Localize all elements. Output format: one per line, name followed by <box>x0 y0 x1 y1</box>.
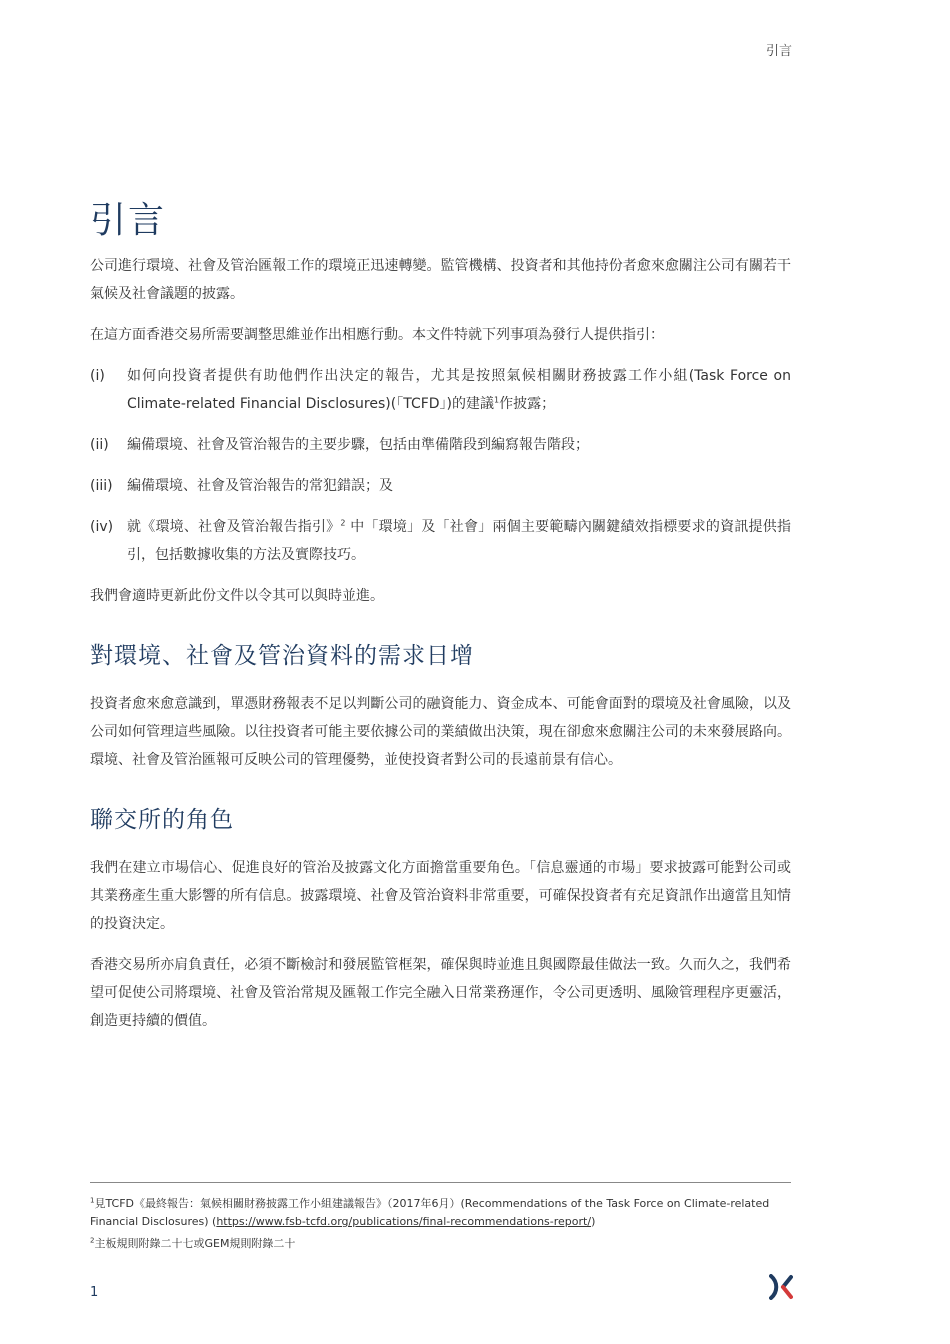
intro-paragraph-2: 在這方面香港交易所需要調整思維並作出相應行動。本文件特就下列事項為發行人提供指引： <box>90 327 664 343</box>
section1-paragraph-1: 投資者愈來愈意識到，單憑財務報表不足以判斷公司的融資能力、資金成本、可能會面對的環境及社會風險，以及公司如何管理這些風險。以往投資者可能主要依據公司的業績做出決策，現在卻愈來愈關注公司的未來發展路向。環境、社會及管治匯報可反映公司的管理優勢，並使投資者對公司的長遠前景有信心。 <box>90 696 791 768</box>
footnote-ref-1[interactable]: 1 <box>494 395 500 405</box>
logo-stroke-right-bottom <box>783 1287 791 1297</box>
hkex-logo-icon <box>769 1274 793 1300</box>
section2-paragraph-2: 香港交易所亦肩負責任，必須不斷檢討和發展監管框架，確保與時並進且與國際最佳做法一致。久而久之，我們希望可促使公司將環境、社會及管治常規及匯報工作完全融入日常業務運作，令公司更透明、風險管理程序更靈活，創造更持續的價值。 <box>90 957 791 1029</box>
footnote-2: $^2$主板規則附錄二十七或GEM規則附錄二十 <box>90 1236 296 1250</box>
footnote-1: $^1$見TCFD《最終報告：氣候相關財務披露工作小組建議報告》（2017年6月）(Recommendations of the Task Force on Climate-related Financial Disclosures) (https://www.fsb-tcfd.org/publications/final-recommendations-report/) <box>90 1196 770 1228</box>
intro-paragraph-3: 我們會適時更新此份文件以令其可以與時並進。 <box>90 588 384 604</box>
list-text: 就《環境、社會及管治報告指引》$^2$ 中「環境」及「社會」兩個主要範疇內關鍵績效指標要求的資訊提供指引，包括數據收集的方法及實際技巧。 <box>127 518 792 563</box>
page-title: 引言 <box>90 200 167 241</box>
footnote-1-link[interactable]: https://www.fsb-tcfd.org/publications/final-recommendations-report/ <box>216 1215 592 1228</box>
footnotes <box>90 1195 791 1257</box>
list-text: 編備環境、社會及管治報告的主要步驟，包括由準備階段到編寫報告階段； <box>127 437 589 453</box>
list-number: (iv) <box>90 519 114 535</box>
list-text: 如何向投資者提供有助他們作出決定的報告，尤其是按照氣候相關財務披露工作小組(Task Force on Climate-related Financial Disclosures)(「TCFD」)的建議$^1$作披露； <box>127 368 791 412</box>
list-item-1 <box>90 362 791 418</box>
list-item-3 <box>90 472 791 500</box>
list-item-4 <box>90 513 791 569</box>
section-heading-demand: 對環境、社會及管治資料的需求日增 <box>90 643 474 669</box>
footnote-ref-2[interactable]: 2 <box>340 518 346 528</box>
section-heading-role: 聯交所的角色 <box>90 807 234 833</box>
main-content <box>90 252 791 1048</box>
intro-paragraph-1: 公司進行環境、社會及管治匯報工作的環境正迅速轉變。監管機構、投資者和其他持份者愈來愈關注公司有關若干氣候及社會議題的披露。 <box>90 258 791 302</box>
list-text: 編備環境、社會及管治報告的常犯錯誤；及 <box>127 478 393 494</box>
header-section-label: 引言 <box>765 44 792 59</box>
list-number: (ii) <box>90 437 109 453</box>
list-number: (i) <box>90 368 105 384</box>
footnote-divider <box>90 1182 791 1183</box>
list-item-2 <box>90 431 791 459</box>
logo-stroke-left <box>771 1276 776 1298</box>
page-number: 1 <box>90 1285 99 1300</box>
section2-paragraph-1: 我們在建立市場信心、促進良好的管治及披露文化方面擔當重要角色。「信息靈通的市場」要求披露可能對公司或其業務產生重大影響的所有信息。披露環境、社會及管治資料非常重要，可確保投資者有充足資訊作出適當且知情的投資決定。 <box>90 860 791 932</box>
list-number: (iii) <box>90 478 113 494</box>
